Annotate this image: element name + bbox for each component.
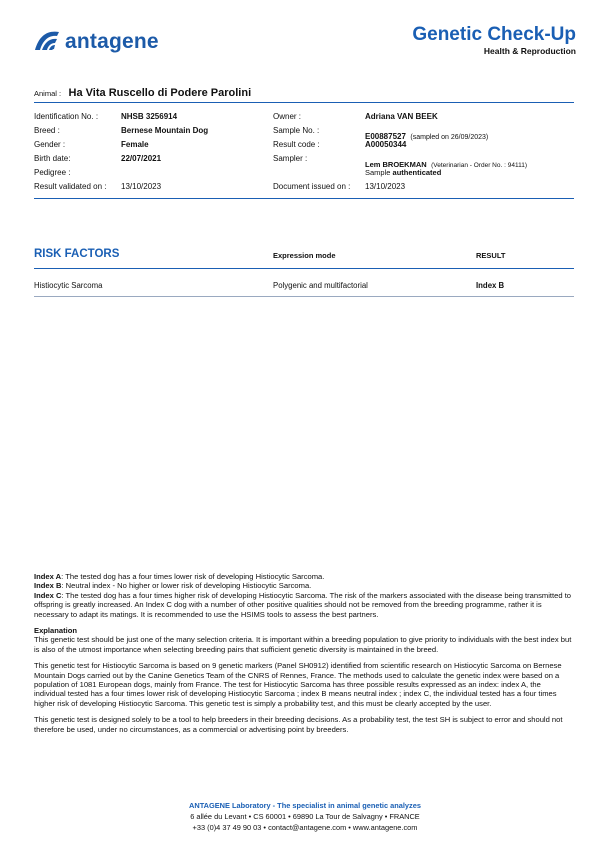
risk-factor-name: Histiocytic Sarcoma [34,281,103,290]
animal-rule [34,102,574,103]
detail-row [273,112,578,126]
footer-address: 6 allée du Levant • CS 60001 • 69890 La Tour de Salvagny • FRANCE [190,812,420,821]
breed-label: Breed : [34,126,60,135]
risk-row-rule [34,296,574,297]
detail-row [34,168,274,182]
sampler-note: (Veterinarian - Order No. : 94111) [431,162,527,169]
detail-row [273,154,578,168]
index-b-line [34,581,574,590]
index-b-text: : Neutral index - No higher or lower risk of developing Histiocytic Sarcoma. [61,581,312,591]
birth-value: 22/07/2021 [121,154,162,163]
index-b-label: Index B [34,581,62,591]
gender-value: Female [121,140,149,149]
sample-auth-prefix: Sample [365,168,391,177]
document-title: Genetic Check-Up [412,24,576,45]
sampler-label: Sampler : [273,154,308,163]
doc-issued-value: 13/10/2023 [365,182,406,191]
validated-value: 13/10/2023 [121,182,162,191]
animal-label: Animal : [34,89,62,98]
sample-auth-group [365,168,441,177]
detail-row [34,182,274,196]
risk-expression-mode: Polygenic and multifactorial [273,281,368,290]
detail-row [273,140,578,154]
details-rule [34,198,574,199]
animal-line [34,83,251,101]
details-right [273,112,578,196]
index-c-text: : The tested dog has a four times higher risk of developing Histiocytic Sarcoma. The risk of the markers associated with the disease being transmitted to offspring is greatly increased. An Index C dog with a number of other positive qualities should not be removed from the breeding programme, rather it is necessary to adapt its matings. It is recommended to use the HSIMS tools to assess the best partners. [34,590,572,619]
detail-row [273,168,578,182]
explanation-title: Explanation [34,626,78,636]
sampler-value: Lem BROEKMAN [365,160,427,169]
detail-row [34,140,274,154]
owner-label: Owner : [273,112,302,121]
risk-result: Index B [476,281,505,290]
result-header: RESULT [476,251,506,260]
animal-name: Ha Vita Ruscello di Podere Parolini [68,87,252,99]
index-c-line [34,591,574,619]
antagene-wave-logo-icon [33,28,61,54]
risk-header-rule [34,268,574,269]
gender-label: Gender : [34,140,66,149]
result-code-label: Result code : [273,140,320,149]
index-a-line [34,572,574,581]
explanation-paragraph-3: This genetic test is designed solely to be a tool to help breeders in their breeding decisions. As a probability test, the test SH is subject to error and should not therefore be used, under no circumstances, as a commercial or advertising point by breeders. [34,715,563,734]
footer [0,800,610,833]
risk-factors-title: RISK FACTORS [34,248,120,260]
index-c-label: Index C [34,590,62,600]
id-value: NHSB 3256914 [121,112,178,121]
owner-value: Adriana VAN BEEK [365,112,438,121]
logo-text: antagene [65,30,159,53]
explanation-paragraph-1: This genetic test should be just one of the many selection criteria. It is important within a breeding population to give priority to individuals with the best index but is also of the utmost importance when selecting breeding pairs that sufficient genetic diversity is maintained in the breed. [34,635,572,654]
sample-label: Sample No. : [273,126,320,135]
detail-row [34,126,274,140]
detail-row [34,112,274,126]
document-subtitle: Health & Reproduction [483,46,576,56]
explanation-paragraph-2: This genetic test for Histiocytic Sarcoma is based on 9 genetic markers (Panel SH0912) identified from scientific research on Histiocytic Sarcoma on Bernese Mountain Dogs carried out by the Canine Genetics Team of the CNRS of Rennes, France. The methods used to calculate the genetic index were based on a population of 1081 European dogs, mainly from France. The test for Histiocytic Sarcoma has three possible results expressed as an index: index A, the individual tested has a four times lower risk of developing Histiocytic Sarcoma ; index B means neutral index ; index C, the individual tested has a four times higher risk of developing Histiocytic Sarcoma. This genetic test is simply a probability test, and this must be clearly accepted by the user. [34,661,562,708]
validated-label: Result validated on : [34,182,107,191]
id-label: Identification No. : [34,112,99,121]
index-a-label: Index A [34,572,62,581]
details-left [34,112,274,196]
detail-row [273,182,578,196]
birth-label: Birth date: [34,154,71,163]
index-a-text: : The tested dog has a four times lower risk of developing Histiocytic Sarcoma. [61,572,325,581]
footer-lab: ANTAGENE Laboratory - The specialist in animal genetic analyzes [189,801,421,810]
expression-mode-header: Expression mode [273,251,336,260]
breed-value: Bernese Mountain Dog [121,126,209,135]
sample-auth-word: authenticated [392,168,442,177]
legend-block [34,572,574,734]
sample-note: (sampled on 26/09/2023) [410,134,489,141]
detail-row [34,154,274,168]
risk-row [34,281,574,293]
sample-value: E00887527 [365,132,406,141]
doc-issued-label: Document issued on : [273,182,351,191]
detail-row [273,126,578,140]
pedigree-label: Pedigree : [34,168,71,177]
brand-logo [33,26,173,56]
result-code-value: A00050344 [365,140,407,149]
footer-contact: +33 (0)4 37 49 90 03 • contact@antagene.com • www.antagene.com [192,823,418,832]
